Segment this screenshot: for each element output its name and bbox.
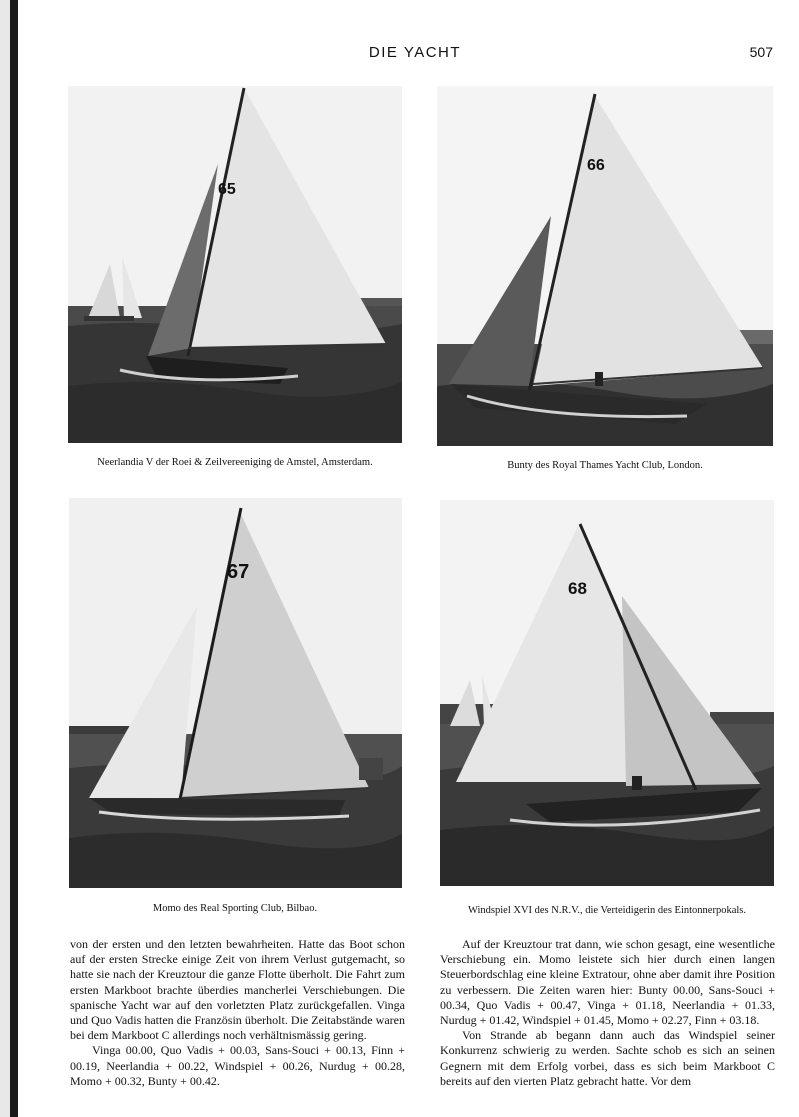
binding-edge (10, 0, 18, 1117)
sail-number-65: 65 (218, 181, 236, 198)
left-text-column (70, 937, 405, 1089)
sail-number-67: 67 (227, 561, 250, 583)
photo-momo (69, 498, 402, 888)
right-paragraph-2: Von Strande ab begann dann auch das Windspiel seiner Konkurrenz schwierig zu werden. Sachte schob es sich an seinen Gegnern mit dem Erfolg vorbei, dass es sich beim Markboot C bereits auf den vierten Platz gebracht hatte. Vor dem (440, 1028, 775, 1088)
sail-number-66: 66 (587, 157, 605, 174)
photo-bunty (437, 86, 773, 446)
right-paragraph-1: Auf der Kreuztour trat dann, wie schon gesagt, eine wesentliche Verschiebung ein. Momo leistete sich hier durch einen langen Steuerbordschlag eine kleine Extratour, ohne aber damit ihre Position zu verbessern. Die Zeiten waren hier: Bunty 00.00, Sans-Souci + 00.34, Quo Vadis + 00.47, Vinga + 01.18, Neerlandia + 01.33, Nurdug + 01.42, Windspiel + 01.45, Momo + 02.27, Finn + 03.18. (440, 937, 775, 1028)
left-times-list: Vinga 00.00, Quo Vadis + 00.03, Sans-Souci + 00.13, Finn + 00.19, Neerlandia + 00.22, Windspiel + 00.26, Nurdug + 00.28, Momo + 00.32, Bunty + 00.42. (70, 1043, 405, 1088)
photo-windspiel (440, 500, 774, 886)
page-edge (0, 0, 10, 1117)
caption-momo: Momo des Real Sporting Club, Bilbao. (152, 903, 318, 914)
caption-bunty: Bunty des Royal Thames Yacht Club, London. (507, 460, 703, 471)
running-title: DIE YACHT (368, 44, 462, 61)
left-paragraph: von der ersten und den letzten bewahrheiten. Hatte das Boot schon auf der ersten Strecke einige Zeit von ihrem Verlust gutgemacht, so hatte sie nach der Kreuztour die ganze Flotte überholt. Die Fahrt zum ersten Markboot brachte überdies mancherlei Verschiebungen. Die spanische Yacht war auf den vorletzten Platz zurückgefallen. Vinga und Quo Vadis hatten die Französin überholt. Die Zeitabstände waren bei dem Markboot C allerdings noch verhältnismässig gering. (70, 937, 405, 1043)
caption-neerlandia: Neerlandia V der Roei & Zeilvereeniging de Amstel, Amsterdam. (97, 457, 373, 468)
right-text-column (440, 937, 775, 1089)
page-number: 507 (749, 44, 773, 60)
photo-neerlandia (68, 86, 402, 443)
sail-number-68: 68 (568, 579, 587, 598)
caption-windspiel: Windspiel XVI des N.R.V., die Verteidigerin des Eintonnerpokals. (468, 905, 746, 916)
